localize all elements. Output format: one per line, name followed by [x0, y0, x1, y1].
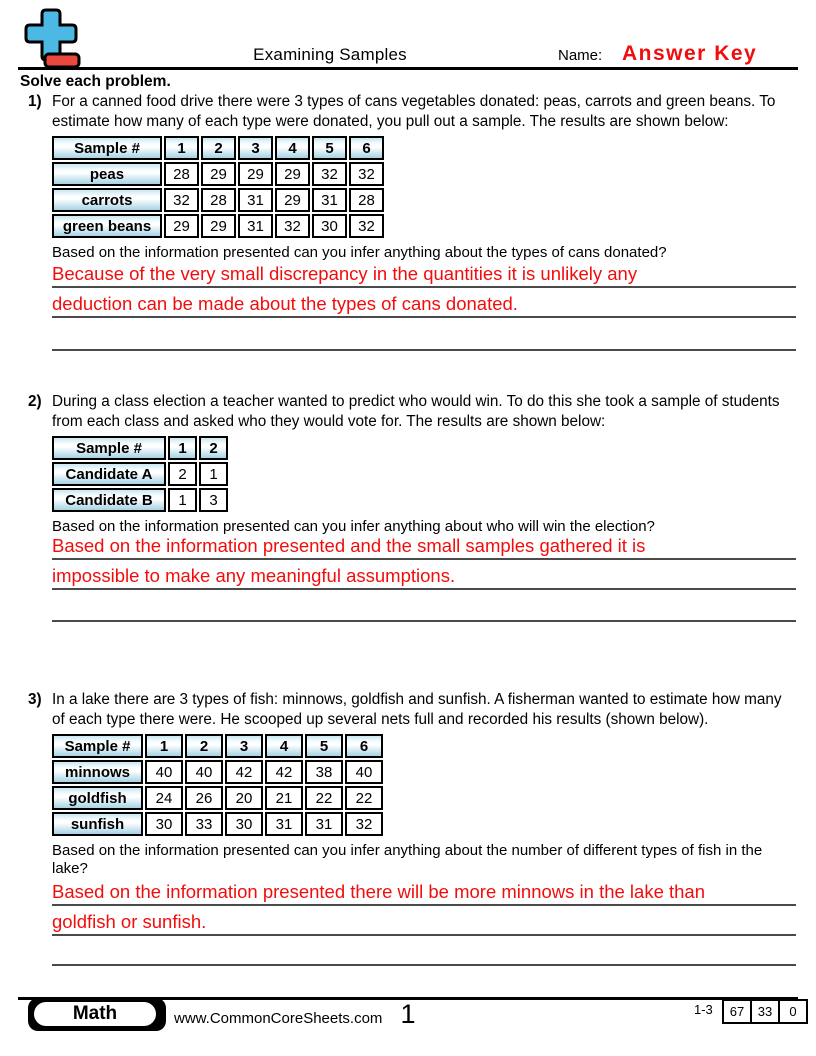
row-label-cell: goldfish: [52, 786, 143, 810]
sample-table: [50, 134, 386, 240]
table-header-cell: 2: [199, 436, 228, 460]
answer-key-label: Answer Key: [622, 42, 758, 65]
table-header-cell: 3: [238, 136, 273, 160]
table-header-cell: Sample #: [52, 734, 143, 758]
table-header-cell: 4: [265, 734, 303, 758]
problem-text: In a lake there are 3 types of fish: minnows, goldfish and sunfish. A fisherman wanted to estimate how many of each type there were. He scooped up several nets full and recorded his results (shown below).: [52, 691, 782, 728]
table-cell: 22: [345, 786, 383, 810]
table-header-cell: 5: [312, 136, 347, 160]
table-cell: 28: [201, 188, 236, 212]
table-header-cell: Sample #: [52, 136, 162, 160]
table-cell: 32: [312, 162, 347, 186]
table-cell: 42: [225, 760, 263, 784]
table-cell: 1: [168, 488, 197, 512]
table-cell: 31: [265, 812, 303, 836]
table-cell: 20: [225, 786, 263, 810]
problem-number: 3): [28, 691, 42, 708]
score-row: [723, 1000, 807, 1023]
table-row: [52, 188, 384, 212]
row-label-cell: Candidate A: [52, 462, 166, 486]
problem-text: During a class election a teacher wanted to predict who would win. To do this she took a sample of students from each class and asked who they would vote for. The results are shown below:: [52, 393, 780, 430]
table-row: [52, 488, 228, 512]
answer-line-1: [52, 262, 796, 288]
row-label-cell: minnows: [52, 760, 143, 784]
answer-area: [52, 536, 796, 622]
answer-area: [52, 878, 796, 966]
table-cell: 29: [238, 162, 273, 186]
answer-line-1: [52, 536, 796, 560]
table-cell: 32: [345, 812, 383, 836]
table-cell: 26: [185, 786, 223, 810]
score-table: [722, 999, 808, 1024]
question-text: Based on the information presented can you infer anything about who will win the election?: [52, 518, 655, 535]
table-cell: 22: [305, 786, 343, 810]
header-divider: [18, 67, 798, 70]
table-cell: 42: [265, 760, 303, 784]
table-header-cell: Sample #: [52, 436, 166, 460]
answer-line-2: [52, 560, 796, 590]
sample-table: [50, 434, 230, 514]
answer-line-3: [52, 318, 796, 351]
page-title: Examining Samples: [253, 45, 407, 64]
table-header-cell: 6: [345, 734, 383, 758]
table-header-row: [52, 734, 383, 758]
table-cell: 32: [349, 214, 384, 238]
table-row: [52, 760, 383, 784]
answer-text: impossible to make any meaningful assumptions.: [52, 565, 456, 586]
table-header-cell: 2: [185, 734, 223, 758]
subject-label: Math: [72, 1003, 118, 1024]
table-cell: 40: [345, 760, 383, 784]
website-url: www.CommonCoreSheets.com: [174, 1010, 383, 1027]
table-cell: 29: [164, 214, 199, 238]
answer-text: goldfish or sunfish.: [52, 911, 207, 932]
table-cell: 31: [238, 188, 273, 212]
table-cell: 29: [275, 188, 310, 212]
table-header-row: [52, 436, 228, 460]
problem-number: 2): [28, 393, 42, 410]
table-cell: 32: [349, 162, 384, 186]
table-header-cell: 5: [305, 734, 343, 758]
table-row: [52, 162, 384, 186]
table-header-cell: 3: [225, 734, 263, 758]
answer-text: Based on the information presented and the small samples gathered it is: [52, 535, 646, 556]
instructions-text: Solve each problem.: [20, 73, 171, 90]
score-cell: 67: [723, 1000, 751, 1023]
row-label-cell: carrots: [52, 188, 162, 212]
table-cell: 2: [168, 462, 197, 486]
sample-table: [50, 732, 385, 838]
score-cell: 33: [751, 1000, 779, 1023]
problem-3: [28, 690, 796, 966]
table-row: [52, 812, 383, 836]
table-cell: 31: [238, 214, 273, 238]
problem-text: For a canned food drive there were 3 types of cans vegetables donated: peas, carrots and green beans. To estimate how many of each type were donated, you pull out a sample. The results are shown below:: [52, 93, 776, 130]
table-cell: 28: [164, 162, 199, 186]
name-label: Name:: [558, 47, 603, 64]
table-cell: 30: [312, 214, 347, 238]
table-header-cell: 4: [275, 136, 310, 160]
answer-line-2: [52, 906, 796, 936]
answer-text: Because of the very small discrepancy in the quantities it is unlikely any: [52, 263, 638, 284]
answer-text: Based on the information presented there will be more minnows in the lake than: [52, 881, 706, 902]
table-cell: 29: [201, 214, 236, 238]
table-header-cell: 6: [349, 136, 384, 160]
answer-line-1: [52, 878, 796, 906]
table-cell: 24: [145, 786, 183, 810]
answer-text: deduction can be made about the types of cans donated.: [52, 293, 518, 314]
problem-number: 1): [28, 93, 42, 110]
table-header-cell: 1: [145, 734, 183, 758]
table-cell: 40: [185, 760, 223, 784]
question-text: Based on the information presented can you infer anything about the number of different types of fish in the lake?: [52, 842, 763, 877]
answer-area: [52, 262, 796, 351]
table-row: [52, 462, 228, 486]
table-row: [52, 214, 384, 238]
answer-line-3: [52, 936, 796, 966]
problem-2: [28, 392, 796, 622]
answer-line-2: [52, 288, 796, 318]
row-label-cell: sunfish: [52, 812, 143, 836]
row-label-cell: peas: [52, 162, 162, 186]
table-cell: 30: [225, 812, 263, 836]
table-cell: 40: [145, 760, 183, 784]
table-header-cell: 1: [164, 136, 199, 160]
table-cell: 30: [145, 812, 183, 836]
table-header-cell: 2: [201, 136, 236, 160]
table-cell: 32: [164, 188, 199, 212]
table-cell: 33: [185, 812, 223, 836]
table-cell: 38: [305, 760, 343, 784]
answer-line-3: [52, 590, 796, 622]
table-cell: 31: [305, 812, 343, 836]
table-cell: 28: [349, 188, 384, 212]
table-cell: 29: [201, 162, 236, 186]
table-cell: 29: [275, 162, 310, 186]
table-cell: 21: [265, 786, 303, 810]
table-cell: 31: [312, 188, 347, 212]
score-cell: 0: [779, 1000, 807, 1023]
table-row: [52, 786, 383, 810]
problem-range: 1-3: [694, 1002, 713, 1017]
table-header-cell: 1: [168, 436, 197, 460]
table-header-row: [52, 136, 384, 160]
table-cell: 1: [199, 462, 228, 486]
row-label-cell: Candidate B: [52, 488, 166, 512]
problem-1: [28, 92, 796, 351]
table-cell: 3: [199, 488, 228, 512]
table-cell: 32: [275, 214, 310, 238]
question-text: Based on the information presented can you infer anything about the types of cans donated?: [52, 244, 667, 261]
page-number: 1: [400, 999, 416, 1029]
row-label-cell: green beans: [52, 214, 162, 238]
